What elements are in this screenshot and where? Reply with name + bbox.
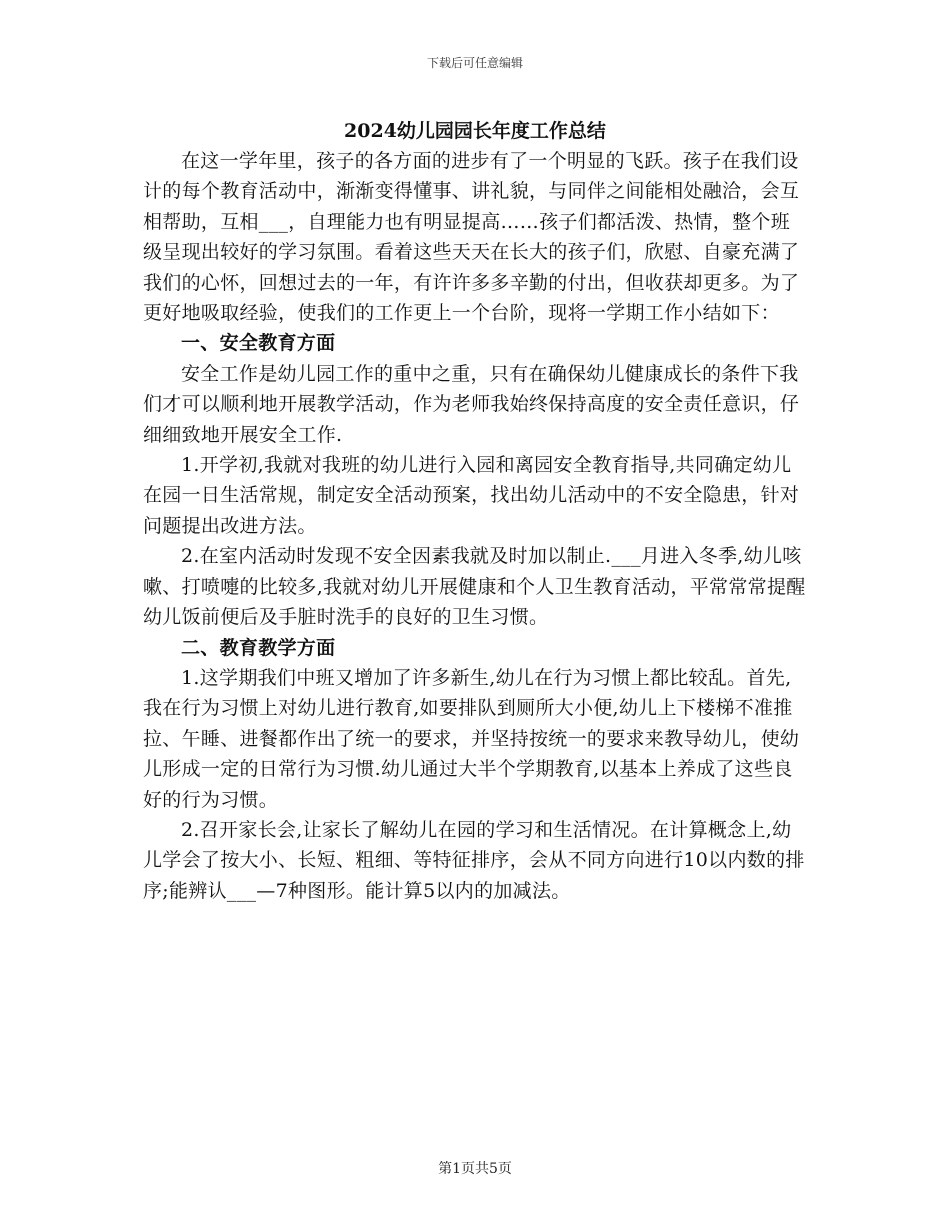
teaching-item-1: 1.这学期我们中班又增加了许多新生,幼儿在行为习惯上都比较乱。首先,我在行为习惯上对幼儿进行教育,如要排队到厕所大小便,幼儿上下楼梯不准推拉、午睡、进餐都作出了统一的要求，并坚持按统一的要求来教导幼儿，使幼儿形成一定的日常行为习惯.幼儿通过大半个学期教育,以基本上养成了这些良好的行为习惯。 — [143, 666, 800, 811]
section-heading-teaching: 二、教育教学方面 — [181, 636, 336, 659]
safety-item-1: 1.开学初,我就对我班的幼儿进行入园和离园安全教育指导,共同确定幼儿在园一日生活常规，制定安全活动预案，找出幼儿活动中的不安全隐患，针对问题提出改进方法。 — [143, 454, 800, 537]
section-heading-safety: 一、安全教育方面 — [181, 332, 336, 355]
document-body — [143, 146, 808, 906]
page-header: 下载后可任意编辑 — [426, 56, 523, 70]
intro-paragraph: 在这一学年里，孩子的各方面的进步有了一个明显的飞跃。孩子在我们设计的每个教育活动中，渐渐变得懂事、讲礼貌，与同伴之间能相处融洽，会互相帮助，互相___，自理能力也有明显提高……孩子们都活泼、热情，整个班级呈现出较好的学习氛围。看着这些天天在长大的孩子们，欣慰、自豪充满了我们的心怀，回想过去的一年，有许许多多辛勤的付出，但收获却更多。为了更好地吸取经验，使我们的工作更上一个台阶，现将一学期工作小结如下： — [143, 150, 800, 325]
safety-paragraph: 安全工作是幼儿园工作的重中之重，只有在确保幼儿健康成长的条件下我们才可以顺利地开展教学活动，作为老师我始终保持高度的安全责任意识，仔细细致地开展安全工作. — [143, 362, 800, 446]
document-title: 2024幼儿园园长年度工作总结 — [344, 120, 606, 142]
teaching-item-2: 2.召开家长会,让家长了解幼儿在园的学习和生活情况。在计算概念上,幼儿学会了按大小、长短、粗细、等特征排序，会从不同方向进行10以内数的排序;能辨认___—7种图形。能计算5以内的加减法。 — [143, 818, 805, 902]
page-footer: 第1页共5页 — [438, 1161, 512, 1177]
safety-item-2: 2.在室内活动时发现不安全因素我就及时加以制止.___月进入冬季,幼儿咳嗽、打喷嚏的比较多,我就对幼儿开展健康和个人卫生教育活动，平常常常提醒幼儿饭前便后及手脏时洗手的良好的卫生习惯。 — [143, 545, 806, 629]
